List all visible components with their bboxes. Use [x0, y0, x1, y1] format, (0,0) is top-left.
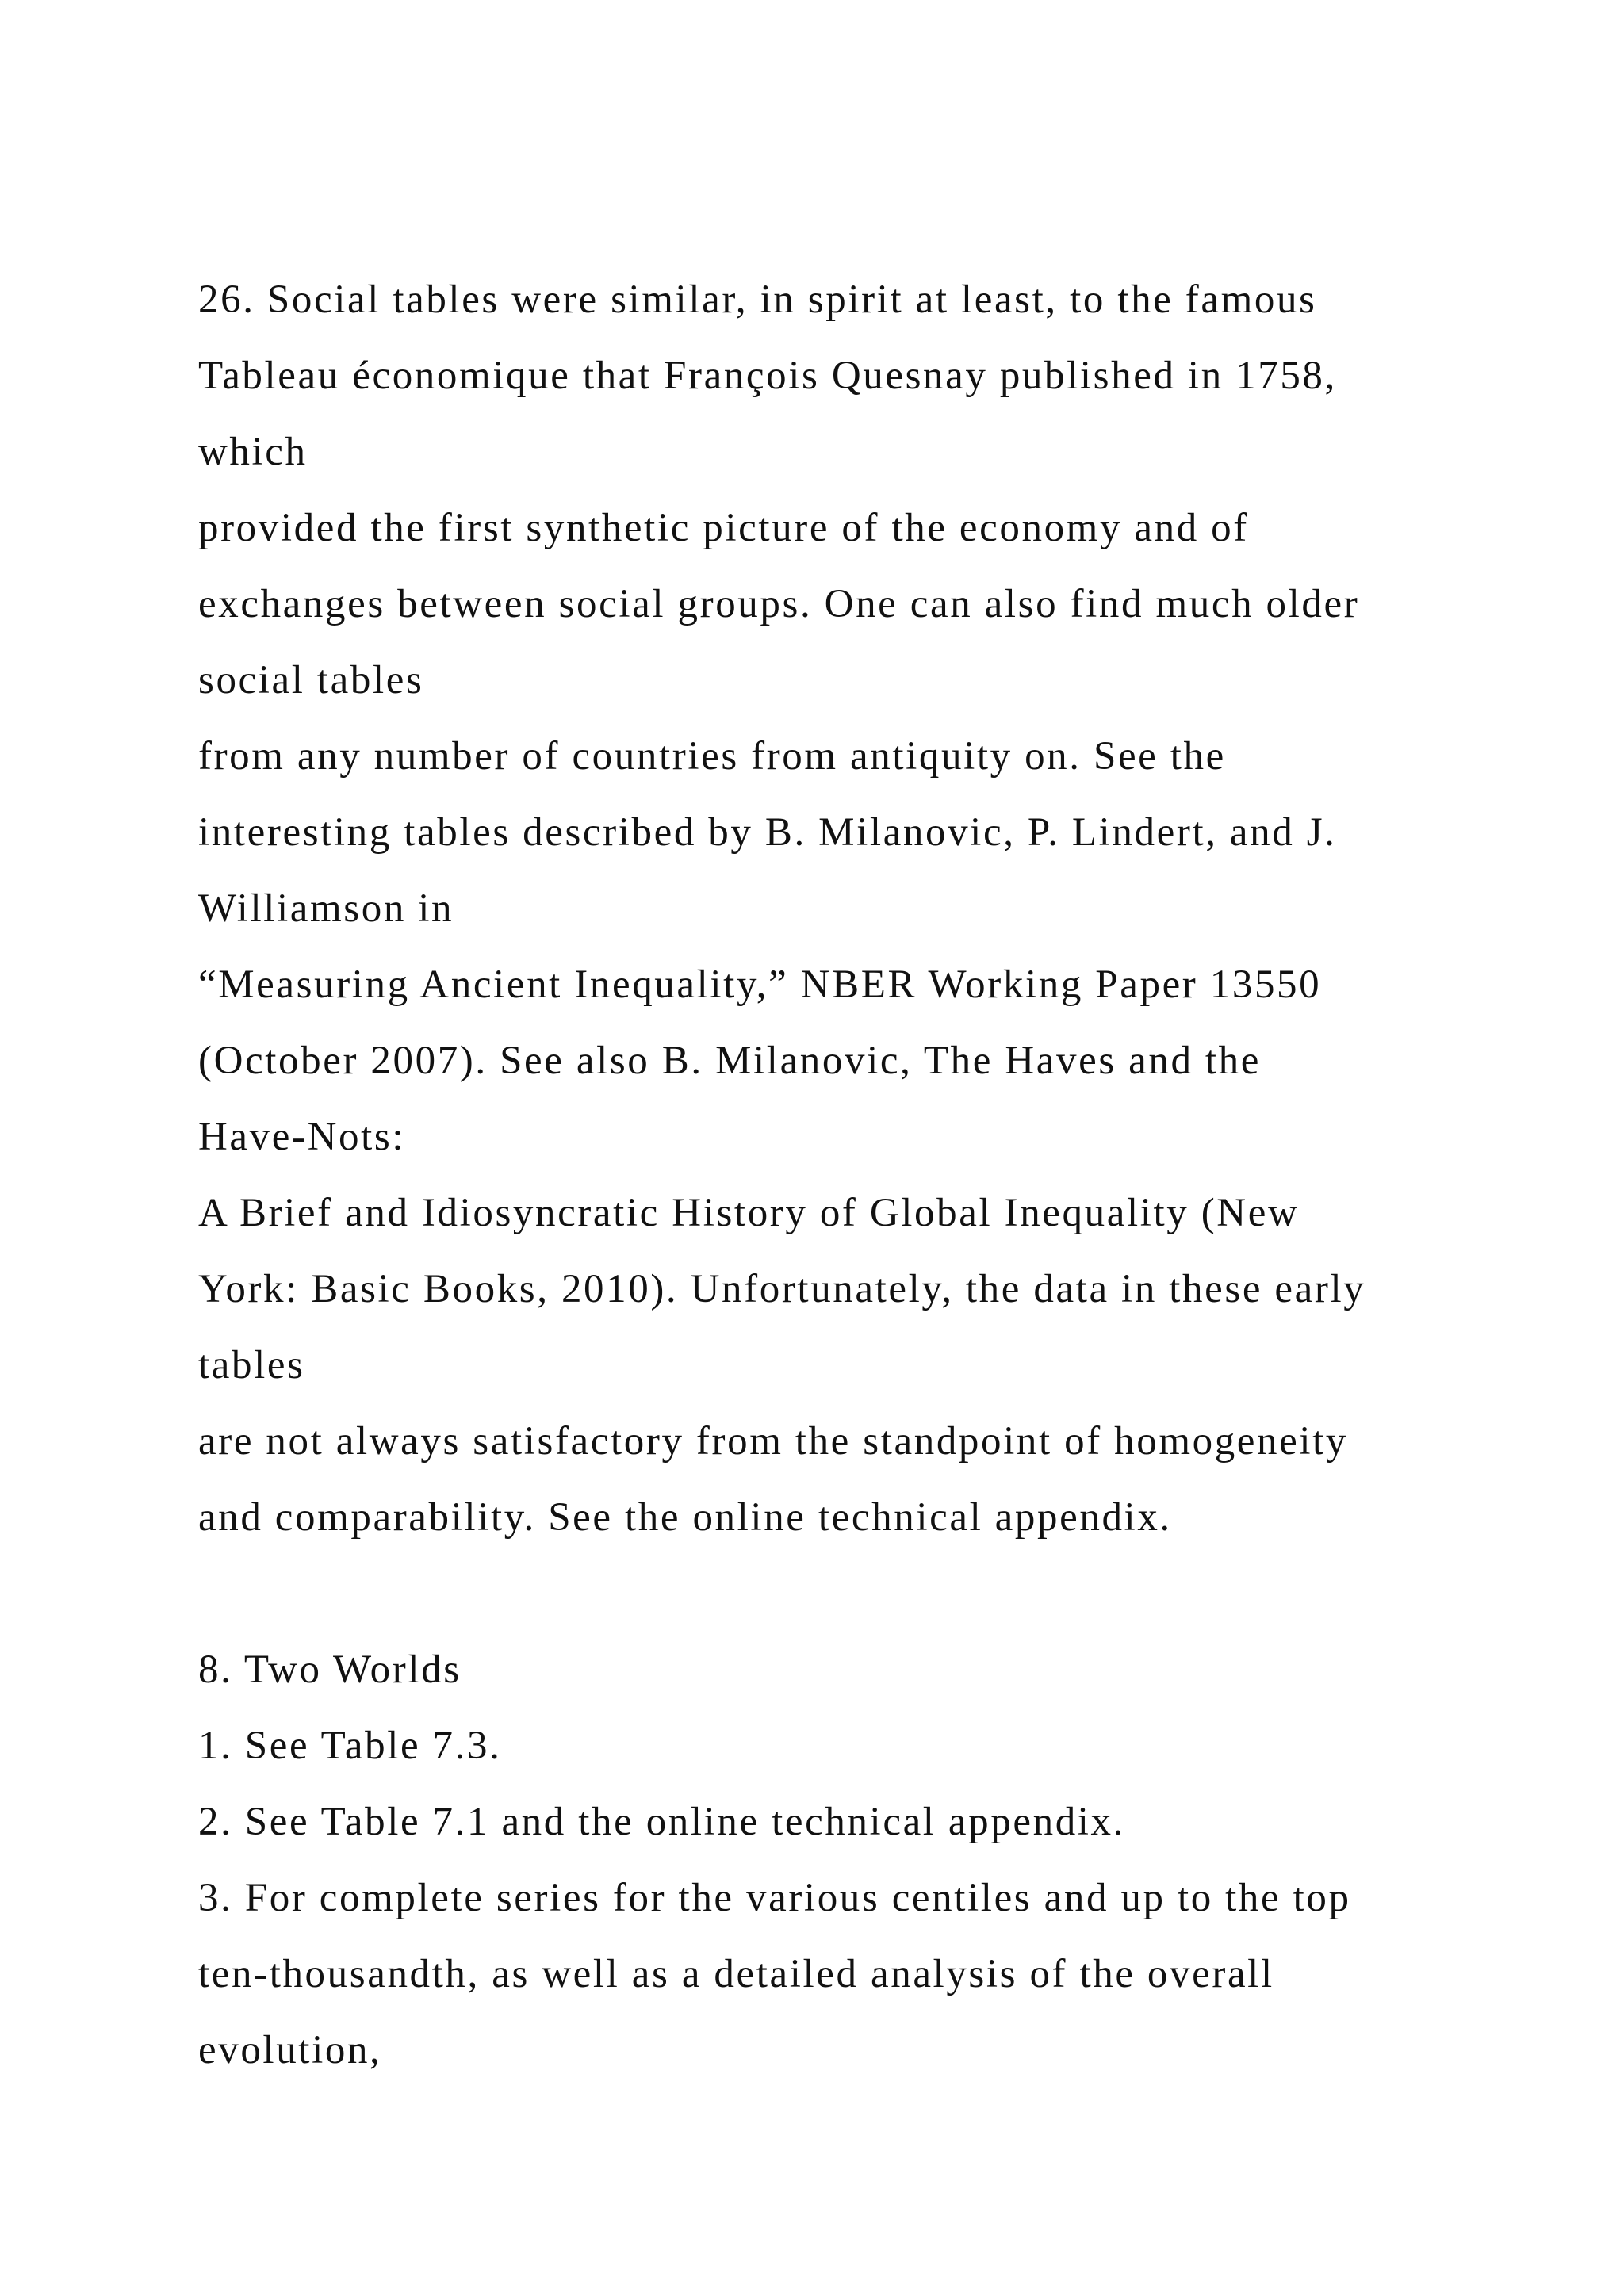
- text-line: which: [198, 430, 308, 474]
- text-line: 3. For complete series for the various centiles and up to the top: [198, 1876, 1351, 1920]
- notes-text-block: [198, 262, 1546, 2088]
- text-line: 26. Social tables were similar, in spirit at least, to the famous: [198, 277, 1317, 322]
- chapter-8-notes: [198, 1632, 1546, 2088]
- text-line: 1. See Table 7.3.: [198, 1724, 502, 1768]
- paragraph-spacer: [198, 1556, 1546, 1632]
- text-line: A Brief and Idiosyncratic History of Global Inequality (New: [198, 1191, 1300, 1235]
- text-line: “Measuring Ancient Inequality,” NBER Working Paper 13550: [198, 962, 1322, 1007]
- text-line: ten-thousandth, as well as a detailed analysis of the overall: [198, 1952, 1274, 1996]
- chapter-heading: 8. Two Worlds: [198, 1647, 462, 1692]
- text-line: 2. See Table 7.1 and the online technical appendix.: [198, 1800, 1126, 1844]
- text-line: York: Basic Books, 2010). Unfortunately, the data in these early: [198, 1267, 1366, 1311]
- text-line: (October 2007). See also B. Milanovic, The Haves and the: [198, 1039, 1262, 1083]
- note-26: [198, 262, 1546, 1556]
- text-line: exchanges between social groups. One can also find much older: [198, 582, 1360, 626]
- text-line: interesting tables described by B. Milanovic, P. Lindert, and J.: [198, 810, 1337, 855]
- text-line: provided the first synthetic picture of the economy and of: [198, 506, 1249, 550]
- text-line: tables: [198, 1343, 305, 1387]
- text-line: Tableau économique that François Quesnay published in 1758,: [198, 354, 1337, 398]
- text-line: Have-Nots:: [198, 1115, 406, 1159]
- text-line: and comparability. See the online technical appendix.: [198, 1495, 1172, 1540]
- text-line: Williamson in: [198, 886, 454, 931]
- text-line: social tables: [198, 658, 424, 702]
- text-line: evolution,: [198, 2028, 382, 2072]
- text-line: from any number of countries from antiquity on. See the: [198, 734, 1226, 779]
- text-line: are not always satisfactory from the standpoint of homogeneity: [198, 1419, 1349, 1464]
